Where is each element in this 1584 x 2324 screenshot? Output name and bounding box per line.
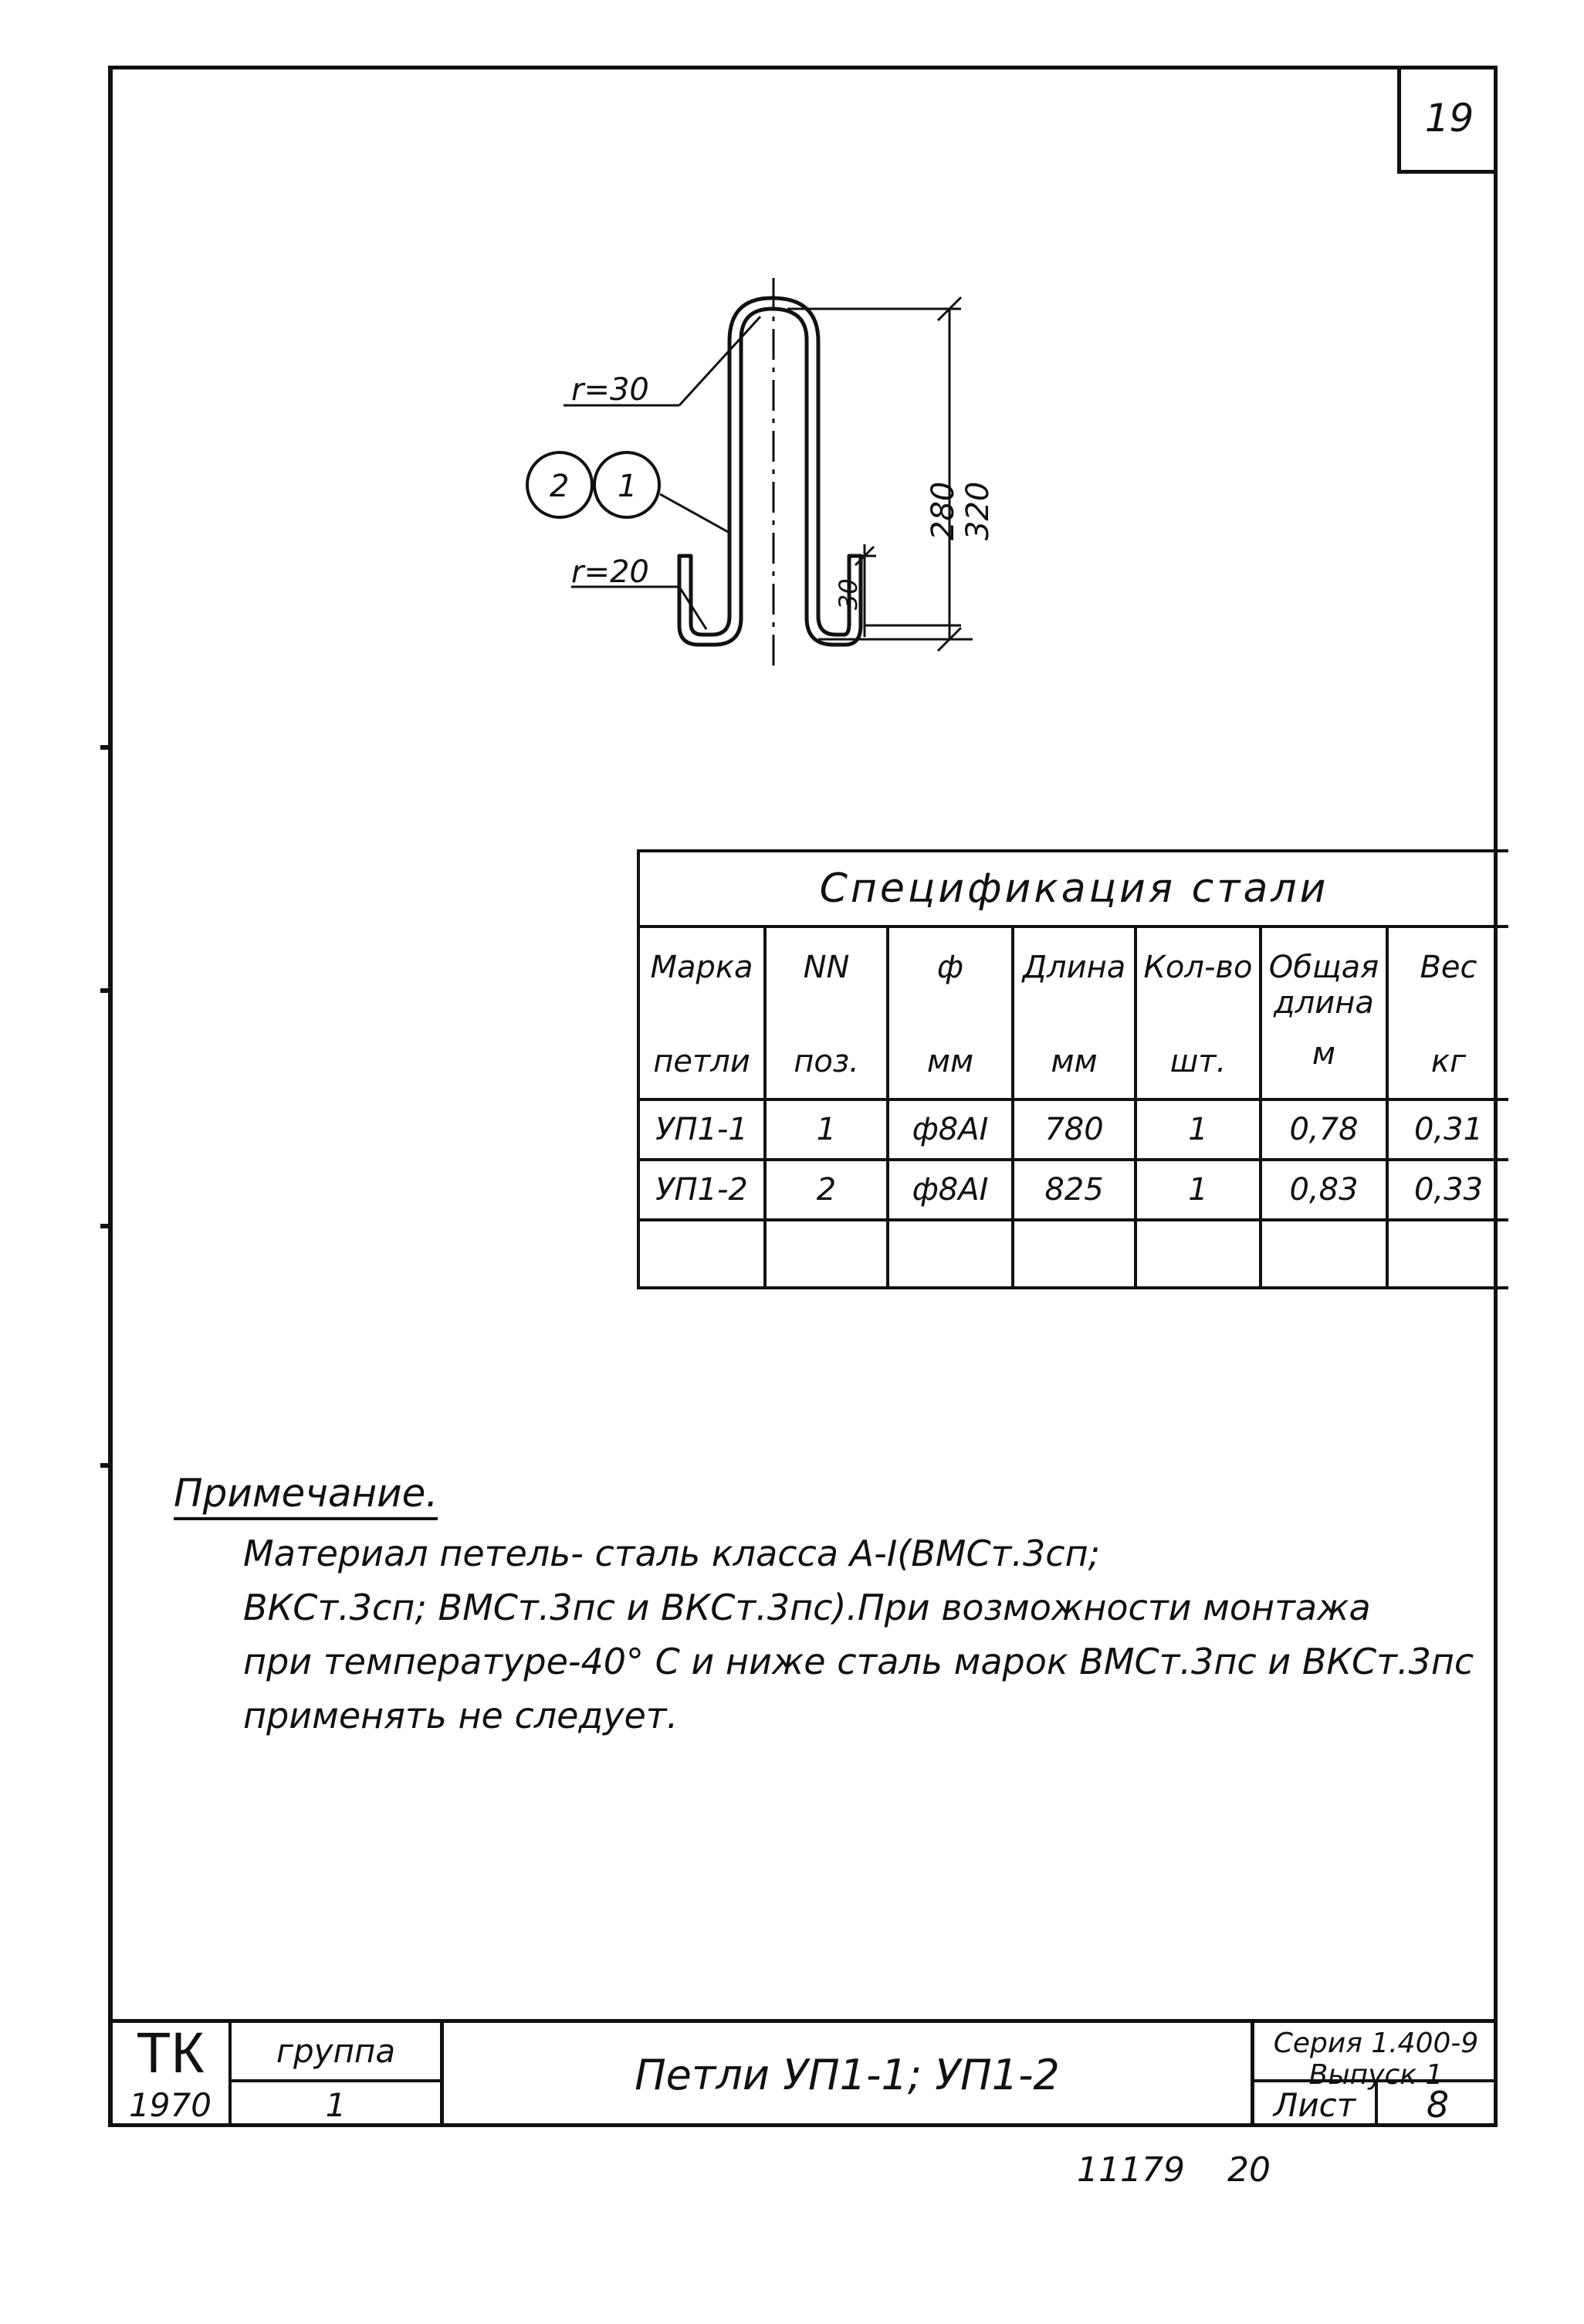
table-cell: 0,33: [1387, 1160, 1508, 1220]
spec-table-title: Спецификация стали: [638, 851, 1508, 927]
edge-tick: [100, 1463, 113, 1468]
table-row: [638, 1160, 1508, 1220]
table-cell: 825: [1013, 1160, 1136, 1220]
header-cell: Вес кг: [1387, 927, 1508, 1099]
spec-header-row: [638, 927, 1508, 1099]
header-cell: ф мм: [888, 927, 1013, 1099]
radius-bottom-label: r=20: [571, 554, 649, 590]
table-cell: 2: [765, 1160, 888, 1220]
dim-280: 280: [926, 481, 961, 540]
table-cell: 0,83: [1261, 1160, 1387, 1220]
loop-drawing: [0, 0, 1584, 772]
table-row: [638, 1099, 1508, 1160]
table-cell: ф8АI: [888, 1099, 1013, 1160]
note-line: Материал петель- сталь класса А-I(ВМСт.3сп;: [243, 1533, 1101, 1574]
sheet-value: 8: [1426, 2084, 1450, 2126]
sheet-label: Лист: [1254, 2082, 1378, 2127]
org-label: ТК: [112, 2019, 232, 2082]
header-cell: Длина мм: [1013, 927, 1136, 1099]
table-cell: 1: [765, 1099, 888, 1160]
group-value: 1: [232, 2082, 444, 2127]
title-block: [112, 2019, 1498, 2127]
table-cell: 1: [1136, 1099, 1261, 1160]
note-title: Примечание.: [174, 1471, 438, 1520]
table-cell: УП1-1: [638, 1099, 765, 1160]
edge-tick: [100, 1224, 113, 1228]
dimension-lines: [787, 297, 973, 651]
group-label: группа: [232, 2019, 444, 2082]
note-line: ВКСт.3сп; ВМСт.3пс и ВКСт.3пс).При возможности монтажа: [243, 1587, 1371, 1628]
year-label: 1970: [112, 2082, 232, 2127]
header-cell: Кол-во шт.: [1136, 927, 1261, 1099]
table-cell: 1: [1136, 1160, 1261, 1220]
dim-30: 30: [834, 578, 863, 610]
header-cell: Марка петли: [638, 927, 765, 1099]
callout-1-label: 1: [618, 469, 638, 504]
table-cell: УП1-2: [638, 1160, 765, 1220]
edge-tick: [100, 988, 113, 993]
dim-320: 320: [960, 481, 996, 540]
radius-top-label: r=30: [571, 372, 649, 408]
sheet-number: 19: [1397, 66, 1498, 174]
header-cell: Общая длина м: [1261, 927, 1387, 1099]
callout-2-label: 2: [550, 469, 570, 504]
table-cell: 0,31: [1387, 1099, 1508, 1160]
issue-label: Выпуск 1: [1308, 2059, 1444, 2091]
table-cell: 0,78: [1261, 1099, 1387, 1160]
steel-spec-table: [637, 849, 1508, 1289]
series-label: Серия 1.400-9: [1273, 2028, 1479, 2059]
series-block: [1254, 2019, 1498, 2091]
note-line: применять не следует.: [243, 1695, 679, 1736]
table-cell: 780: [1013, 1099, 1136, 1160]
table-row-empty: [638, 1220, 1508, 1288]
footer-page: 20: [1227, 2150, 1271, 2190]
table-cell: ф8АI: [888, 1160, 1013, 1220]
header-cell: NN поз.: [765, 927, 888, 1099]
note-line: при температуре-40° С и ниже сталь марок ВМСт.3пс и ВКСт.3пс: [243, 1641, 1474, 1682]
drawing-title: Петли УП1-1; УП1-2: [444, 2019, 1254, 2127]
footer-code: 11179: [1077, 2150, 1185, 2190]
